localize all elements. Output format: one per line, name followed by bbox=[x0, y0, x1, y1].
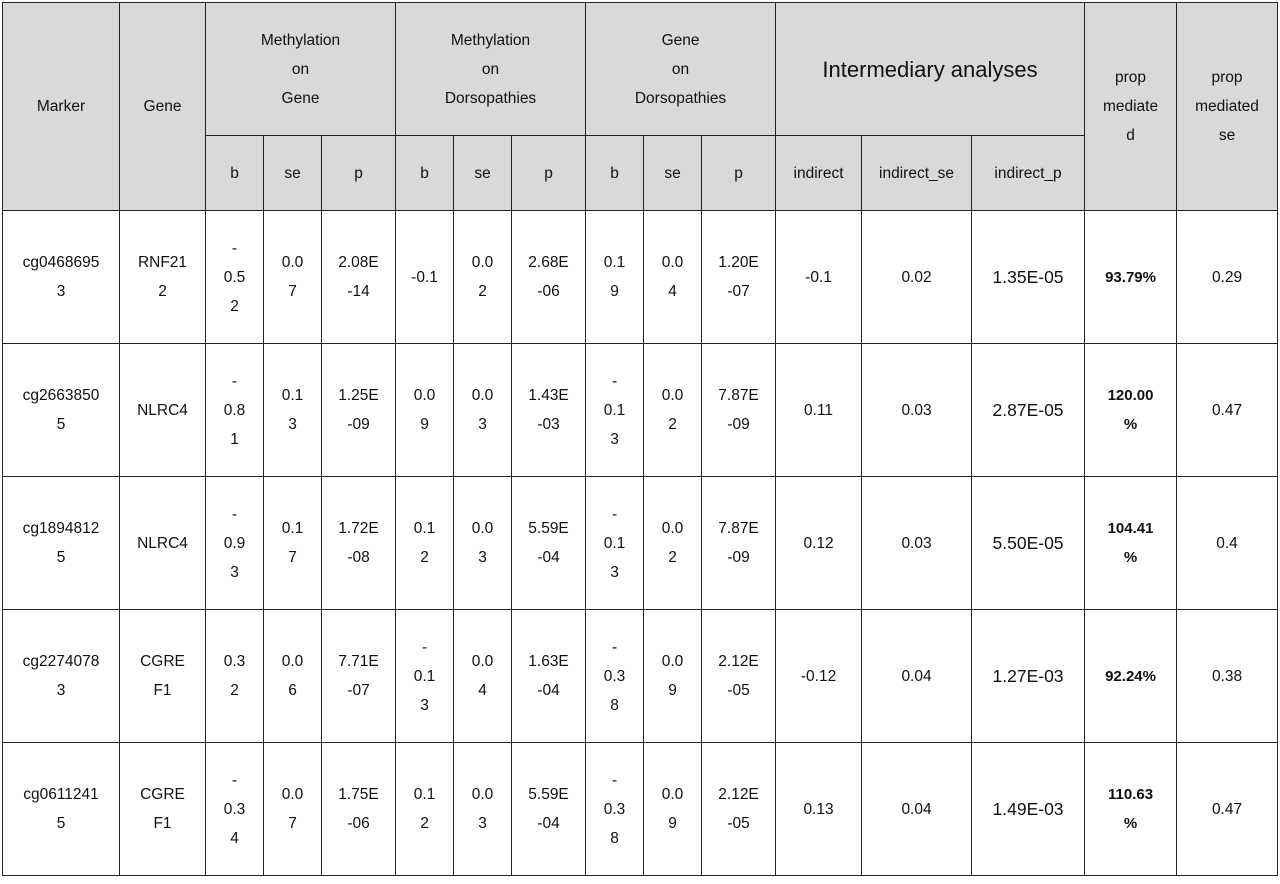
cell-gene: RNF21 2 bbox=[120, 211, 206, 344]
cell-g3-se: 0.0 2 bbox=[644, 477, 702, 610]
cell-indirect-p: 5.50E-05 bbox=[972, 477, 1085, 610]
cell-g1-b: - 0.8 1 bbox=[206, 344, 264, 477]
cell-indirect-p: 1.35E-05 bbox=[972, 211, 1085, 344]
cell-g2-se: 0.0 3 bbox=[454, 477, 512, 610]
cell-gene: NLRC4 bbox=[120, 344, 206, 477]
cell-marker: cg2663850 5 bbox=[3, 344, 120, 477]
cell-g1-se: 0.0 6 bbox=[264, 610, 322, 743]
cell-prop-mediated-se: 0.47 bbox=[1177, 743, 1278, 876]
cell-indirect-se: 0.04 bbox=[862, 610, 972, 743]
cell-g3-b: - 0.3 8 bbox=[586, 743, 644, 876]
header-methylation-on-dorsopathies: Methylation on Dorsopathies bbox=[396, 3, 586, 136]
cell-g2-se: 0.0 4 bbox=[454, 610, 512, 743]
cell-marker: cg0611241 5 bbox=[3, 743, 120, 876]
cell-prop-mediated-se: 0.4 bbox=[1177, 477, 1278, 610]
cell-g1-p: 7.71E -07 bbox=[322, 610, 396, 743]
header-prop-mediated: prop mediate d bbox=[1085, 3, 1177, 211]
cell-g1-p: 1.25E -09 bbox=[322, 344, 396, 477]
cell-prop-mediated: 120.00 % bbox=[1085, 344, 1177, 477]
cell-gene: CGRE F1 bbox=[120, 610, 206, 743]
cell-g1-se: 0.1 7 bbox=[264, 477, 322, 610]
cell-g1-se: 0.0 7 bbox=[264, 211, 322, 344]
cell-g3-se: 0.0 4 bbox=[644, 211, 702, 344]
cell-g3-b: 0.1 9 bbox=[586, 211, 644, 344]
subheader-indirect-se: indirect_se bbox=[862, 136, 972, 211]
cell-indirect-p: 1.27E-03 bbox=[972, 610, 1085, 743]
cell-g2-b: -0.1 bbox=[396, 211, 454, 344]
cell-g1-p: 2.08E -14 bbox=[322, 211, 396, 344]
subheader-se: se bbox=[264, 136, 322, 211]
cell-indirect-p: 1.49E-03 bbox=[972, 743, 1085, 876]
cell-g1-p: 1.72E -08 bbox=[322, 477, 396, 610]
cell-marker: cg2274078 3 bbox=[3, 610, 120, 743]
cell-g2-b: - 0.1 3 bbox=[396, 610, 454, 743]
cell-g2-se: 0.0 3 bbox=[454, 743, 512, 876]
cell-g2-b: 0.1 2 bbox=[396, 477, 454, 610]
cell-g3-se: 0.0 9 bbox=[644, 743, 702, 876]
subheader-p: p bbox=[322, 136, 396, 211]
cell-g2-se: 0.0 3 bbox=[454, 344, 512, 477]
cell-prop-mediated-se: 0.29 bbox=[1177, 211, 1278, 344]
cell-indirect: -0.1 bbox=[776, 211, 862, 344]
cell-g2-p: 5.59E -04 bbox=[512, 477, 586, 610]
cell-g3-se: 0.0 9 bbox=[644, 610, 702, 743]
cell-indirect: 0.11 bbox=[776, 344, 862, 477]
cell-prop-mediated: 104.41 % bbox=[1085, 477, 1177, 610]
header-gene-on-dorsopathies: Gene on Dorsopathies bbox=[586, 3, 776, 136]
cell-marker: cg0468695 3 bbox=[3, 211, 120, 344]
cell-g2-p: 5.59E -04 bbox=[512, 743, 586, 876]
subheader-p: p bbox=[702, 136, 776, 211]
cell-prop-mediated: 92.24% bbox=[1085, 610, 1177, 743]
cell-g1-b: 0.3 2 bbox=[206, 610, 264, 743]
subheader-b: b bbox=[396, 136, 454, 211]
cell-gene: NLRC4 bbox=[120, 477, 206, 610]
cell-marker: cg1894812 5 bbox=[3, 477, 120, 610]
cell-g2-se: 0.0 2 bbox=[454, 211, 512, 344]
cell-indirect-p: 2.87E-05 bbox=[972, 344, 1085, 477]
cell-g1-b: - 0.9 3 bbox=[206, 477, 264, 610]
cell-prop-mediated-se: 0.47 bbox=[1177, 344, 1278, 477]
subheader-indirect: indirect bbox=[776, 136, 862, 211]
table-row bbox=[3, 344, 1278, 477]
cell-g2-b: 0.1 2 bbox=[396, 743, 454, 876]
subheader-indirect-p: indirect_p bbox=[972, 136, 1085, 211]
cell-g2-p: 1.63E -04 bbox=[512, 610, 586, 743]
cell-g3-p: 2.12E -05 bbox=[702, 610, 776, 743]
cell-gene: CGRE F1 bbox=[120, 743, 206, 876]
cell-g1-p: 1.75E -06 bbox=[322, 743, 396, 876]
table-row bbox=[3, 610, 1278, 743]
header-intermediary-analyses: Intermediary analyses bbox=[776, 3, 1085, 136]
subheader-b: b bbox=[206, 136, 264, 211]
table-row bbox=[3, 743, 1278, 876]
subheader-b: b bbox=[586, 136, 644, 211]
cell-prop-mediated: 110.63 % bbox=[1085, 743, 1177, 876]
header-gene: Gene bbox=[120, 3, 206, 211]
cell-g3-b: - 0.1 3 bbox=[586, 344, 644, 477]
cell-g1-se: 0.0 7 bbox=[264, 743, 322, 876]
cell-g3-p: 1.20E -07 bbox=[702, 211, 776, 344]
cell-prop-mediated: 93.79% bbox=[1085, 211, 1177, 344]
cell-g2-p: 2.68E -06 bbox=[512, 211, 586, 344]
cell-indirect: -0.12 bbox=[776, 610, 862, 743]
cell-g3-p: 7.87E -09 bbox=[702, 477, 776, 610]
cell-indirect: 0.13 bbox=[776, 743, 862, 876]
cell-g2-p: 1.43E -03 bbox=[512, 344, 586, 477]
results-table bbox=[2, 2, 1278, 876]
cell-indirect: 0.12 bbox=[776, 477, 862, 610]
cell-g3-se: 0.0 2 bbox=[644, 344, 702, 477]
cell-indirect-se: 0.03 bbox=[862, 344, 972, 477]
cell-indirect-se: 0.04 bbox=[862, 743, 972, 876]
cell-g3-p: 2.12E -05 bbox=[702, 743, 776, 876]
cell-prop-mediated-se: 0.38 bbox=[1177, 610, 1278, 743]
header-marker: Marker bbox=[3, 3, 120, 211]
cell-g3-p: 7.87E -09 bbox=[702, 344, 776, 477]
cell-g1-se: 0.1 3 bbox=[264, 344, 322, 477]
header-methylation-on-gene: Methylation on Gene bbox=[206, 3, 396, 136]
table-row bbox=[3, 477, 1278, 610]
cell-g2-b: 0.0 9 bbox=[396, 344, 454, 477]
cell-indirect-se: 0.02 bbox=[862, 211, 972, 344]
cell-g3-b: - 0.3 8 bbox=[586, 610, 644, 743]
cell-g1-b: - 0.3 4 bbox=[206, 743, 264, 876]
cell-indirect-se: 0.03 bbox=[862, 477, 972, 610]
cell-g1-b: - 0.5 2 bbox=[206, 211, 264, 344]
subheader-se: se bbox=[454, 136, 512, 211]
header-prop-mediated-se: prop mediated se bbox=[1177, 3, 1278, 211]
table-row bbox=[3, 211, 1278, 344]
cell-g3-b: - 0.1 3 bbox=[586, 477, 644, 610]
subheader-p: p bbox=[512, 136, 586, 211]
subheader-se: se bbox=[644, 136, 702, 211]
